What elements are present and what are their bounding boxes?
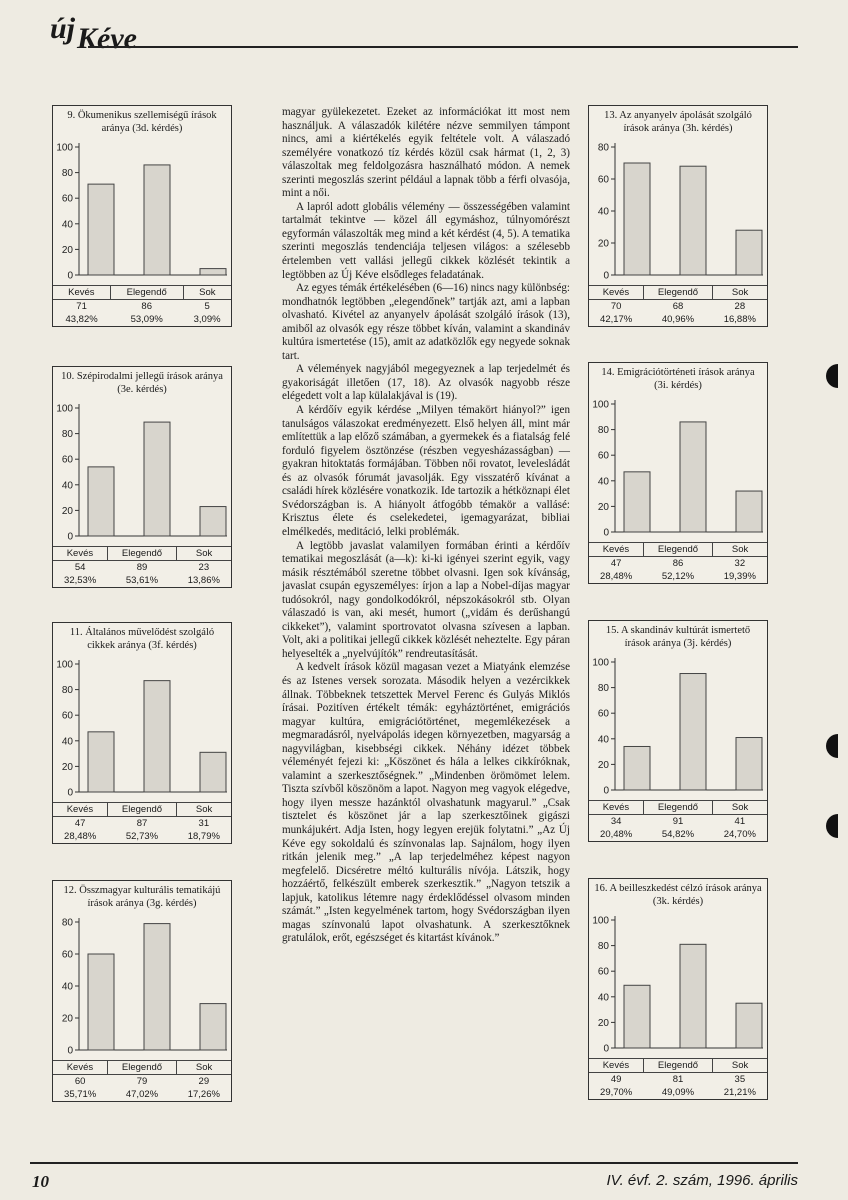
category-label: Elegendő xyxy=(107,547,176,561)
y-tick-label: 60 xyxy=(597,174,609,186)
chart-table-row xyxy=(53,561,231,575)
y-tick-label: 80 xyxy=(61,917,73,929)
y-tick-label: 60 xyxy=(597,450,609,462)
value-label: 87 xyxy=(107,817,176,831)
percent-label: 47,02% xyxy=(125,1089,159,1101)
percent-label: 52,12% xyxy=(661,571,695,583)
category-label: Sok xyxy=(713,801,767,815)
chart-table-row xyxy=(53,547,231,561)
bar-chart-plot xyxy=(589,908,767,1058)
category-label: Sok xyxy=(713,1059,767,1073)
y-tick-label: 80 xyxy=(61,685,73,697)
bar-elegend xyxy=(144,681,170,792)
percent-label: 28,48% xyxy=(64,831,97,843)
value-label: 28 xyxy=(713,300,767,314)
y-tick-label: 80 xyxy=(597,142,609,154)
value-label: 5 xyxy=(183,300,231,314)
bar-elegend xyxy=(144,924,170,1050)
y-tick-label: 20 xyxy=(597,1018,609,1030)
category-label: Kevés xyxy=(53,1061,107,1075)
footer-rule xyxy=(30,1162,798,1164)
bar-sok xyxy=(736,738,762,790)
value-label: 29 xyxy=(177,1075,231,1089)
percent-label: 17,26% xyxy=(187,1089,220,1101)
chart-table-row xyxy=(589,815,767,829)
value-label: 70 xyxy=(589,300,643,314)
category-label: Sok xyxy=(713,543,767,557)
category-label: Kevés xyxy=(589,801,643,815)
bar-elegend xyxy=(144,422,170,536)
category-label: Sok xyxy=(177,1061,231,1075)
chart-data-table xyxy=(589,542,767,583)
bar-elegend xyxy=(680,674,706,790)
y-tick-label: 20 xyxy=(61,1013,73,1025)
bar-elegend xyxy=(144,165,170,275)
y-tick-label: 60 xyxy=(61,193,73,205)
y-tick-label: 100 xyxy=(56,142,73,154)
bar-kevs xyxy=(88,467,114,536)
y-tick-label: 40 xyxy=(597,476,609,488)
article-text xyxy=(282,106,570,946)
percent-label: 52,73% xyxy=(125,831,159,843)
y-tick-label: 0 xyxy=(603,527,609,539)
y-tick-label: 0 xyxy=(67,270,73,282)
bar-chart-plot xyxy=(53,135,231,285)
article-paragraph: A kérdőív egyik kérdése „Milyen témakört hiányol?” igen tanulságos válaszokat eredményezett. Első helyen áll, mint már említettük a lap előző számában, a gyermekek és a fiatalság felé forduló figyelem ösztönzése (részben vegyesházasságban) — gyakran hitoktatás formájában. Többen női rovatot, levelesládát és az olvasók fórumát javasolják. Egy visszatérő kívánat a családi hírek közlésére vonatkozik. Ide tartozik a hétköznapi élet Svédországban is. A hiányolt átfogóbb témakör a vallásé: Krisztus élete és cselekedetei, igemagyarázat, bibliai elmélkedés, meditáció, lelki problémák. xyxy=(282,404,570,538)
chart-title: 14. Emigrációtörténeti írások aránya (3i. kérdés) xyxy=(601,367,755,392)
y-tick-label: 20 xyxy=(61,245,73,257)
value-label: 86 xyxy=(643,557,712,571)
bar-kevs xyxy=(88,954,114,1050)
binder-hole xyxy=(826,364,838,388)
category-label: Kevés xyxy=(53,803,107,817)
chart-table-row xyxy=(589,801,767,815)
value-label: 23 xyxy=(177,561,231,575)
y-tick-label: 80 xyxy=(597,941,609,953)
chart-data-table xyxy=(53,546,231,587)
chart-14 xyxy=(588,362,768,584)
y-tick-label: 40 xyxy=(597,992,609,1004)
article-paragraph: A legtöbb javaslat valamilyen formában érinti a kérdőív tematikai megoszlását (a—k): ki-ki igényei szerint egyik, vagy másik résztémából szeretne többet olvasni. Igen sok kívánság, javaslat csupán egyszemélyes: írjon a lap a Nobel-díjas magyar tudósokról, nagy gondolkodókról, népszokásokról stb. Olyan válaszadó is van, aki mesét, humort („vidám és derűshangú cikkeket”), valamint sportrovatot olvasna szívesen a lapban. Volt, aki a politikai jellegű cikkek közlését neheztelte. Egy páran helyeselték a „nyelvújítók” rendreutasítását. xyxy=(282,539,570,660)
value-label: 91 xyxy=(643,815,712,829)
article-paragraph: A lapról adott globális vélemény — összességében valamint tartalmát tekintve — közel áll egymáshoz, túlnyomórészt egyformán válaszolták meg mind a két kérdést (4, 5). A tematika szerinti megoszlás tendenciája teljesen világos: a szélesebb értelemben vett vallási jellegű cikkek közlését tekintik a legtöbben az Új Kéve elsődleges feladatának. xyxy=(282,200,570,281)
percent-label: 13,86% xyxy=(187,575,220,587)
y-tick-label: 100 xyxy=(56,403,73,415)
y-tick-label: 0 xyxy=(603,785,609,797)
chart-title: 11. Általános művelődést szolgáló cikkek aránya (3f. kérdés) xyxy=(69,627,215,652)
chart-title: 16. A beilleszkedést célzó írások aránya (3k. kérdés) xyxy=(594,883,762,908)
category-label: Sok xyxy=(713,286,767,300)
article-paragraph: magyar gyülekezetet. Ezeket az információkat itt most nem használjuk. A válaszadók kilétére nézve semmilyen támpont nincs, ami a kiértékelés egyik feltétele volt. A válaszadó személyére vonatkozó tíz kérdés közül csak hármat (1, 2, 3) válaszoltak meg feldolgozásra használható módon. A nemek szerinti megoszlás szerint például a lapnak több a férfi olvasója, mint a női. xyxy=(282,106,570,200)
bar-kevs xyxy=(624,747,650,791)
bar-sok xyxy=(736,230,762,275)
value-label: 41 xyxy=(713,815,767,829)
value-label: 35 xyxy=(713,1073,767,1087)
percent-label: 43,82% xyxy=(65,314,98,326)
percent-label: 21,21% xyxy=(723,1087,756,1099)
chart-table-row xyxy=(53,300,231,314)
bar-chart-plot xyxy=(589,392,767,542)
binder-hole xyxy=(826,814,838,838)
chart-table-row xyxy=(589,313,767,326)
y-tick-label: 100 xyxy=(592,915,609,927)
chart-table-row xyxy=(53,830,231,843)
value-label: 79 xyxy=(107,1075,176,1089)
y-tick-label: 20 xyxy=(597,502,609,514)
bar-elegend xyxy=(680,166,706,275)
chart-11 xyxy=(52,622,232,844)
chart-data-table xyxy=(589,1058,767,1099)
article-paragraph: A vélemények nagyjából megegyeznek a lap terjedelmét és gyakoriságát illetően (17, 18). Az olvasók nagyobb része elégedett volt a lap külalakjával is (19). xyxy=(282,363,570,403)
chart-table-row xyxy=(53,313,231,326)
bar-kevs xyxy=(624,986,650,1049)
chart-table-row xyxy=(53,817,231,831)
y-tick-label: 60 xyxy=(597,966,609,978)
bar-chart-plot xyxy=(589,650,767,800)
value-label: 32 xyxy=(713,557,767,571)
value-label: 89 xyxy=(107,561,176,575)
chart-table-row xyxy=(53,1088,231,1101)
chart-table-row xyxy=(589,300,767,314)
category-label: Sok xyxy=(177,803,231,817)
bar-sok xyxy=(736,1003,762,1048)
chart-table-row xyxy=(589,1073,767,1087)
category-label: Elegendő xyxy=(110,286,183,300)
percent-label: 49,09% xyxy=(661,1087,695,1099)
bar-kevs xyxy=(624,163,650,275)
category-label: Kevés xyxy=(53,547,107,561)
value-label: 86 xyxy=(110,300,183,314)
chart-data-table xyxy=(589,285,767,326)
percent-label: 54,82% xyxy=(661,829,695,841)
value-label: 71 xyxy=(53,300,110,314)
magazine-logo xyxy=(50,12,137,55)
value-label: 49 xyxy=(589,1073,643,1087)
percent-label: 24,70% xyxy=(723,829,756,841)
percent-label: 16,88% xyxy=(723,314,756,326)
logo-main-text: Kéve xyxy=(77,22,137,55)
issue-info: IV. évf. 2. szám, 1996. április xyxy=(606,1172,798,1189)
y-tick-label: 80 xyxy=(597,683,609,695)
bar-chart-plot xyxy=(53,396,231,546)
value-label: 54 xyxy=(53,561,107,575)
y-tick-label: 60 xyxy=(597,708,609,720)
y-tick-label: 20 xyxy=(597,238,609,250)
y-tick-label: 80 xyxy=(61,168,73,180)
chart-table-row xyxy=(589,1059,767,1073)
chart-table-row xyxy=(589,570,767,583)
y-tick-label: 40 xyxy=(61,736,73,748)
chart-data-table xyxy=(53,802,231,843)
percent-label: 53,61% xyxy=(125,575,159,587)
chart-title: 13. Az anyanyelv ápolását szolgáló írások aránya (3h. kérdés) xyxy=(604,110,752,135)
chart-13 xyxy=(588,105,768,327)
y-tick-label: 40 xyxy=(61,219,73,231)
chart-15 xyxy=(588,620,768,842)
percent-label: 18,79% xyxy=(187,831,220,843)
chart-data-table xyxy=(53,1060,231,1101)
bar-kevs xyxy=(88,732,114,792)
y-tick-label: 80 xyxy=(597,425,609,437)
y-tick-label: 0 xyxy=(67,787,73,799)
y-tick-label: 0 xyxy=(67,531,73,543)
category-label: Kevés xyxy=(589,543,643,557)
value-label: 47 xyxy=(53,817,107,831)
value-label: 34 xyxy=(589,815,643,829)
percent-label: 3,09% xyxy=(193,314,221,326)
y-tick-label: 20 xyxy=(597,760,609,772)
chart-table-row xyxy=(589,557,767,571)
bar-kevs xyxy=(88,184,114,275)
y-tick-label: 100 xyxy=(592,399,609,411)
bar-sok xyxy=(200,269,226,275)
bar-chart-plot xyxy=(589,135,767,285)
bar-sok xyxy=(736,491,762,532)
chart-table-row xyxy=(53,286,231,300)
header-rule xyxy=(88,46,798,48)
bar-elegend xyxy=(680,945,706,1049)
bar-elegend xyxy=(680,422,706,532)
value-label: 81 xyxy=(643,1073,712,1087)
y-tick-label: 40 xyxy=(597,734,609,746)
chart-data-table xyxy=(589,800,767,841)
y-tick-label: 100 xyxy=(592,657,609,669)
bar-chart-plot xyxy=(53,910,231,1060)
y-tick-label: 0 xyxy=(603,1043,609,1055)
chart-16 xyxy=(588,878,768,1100)
y-tick-label: 80 xyxy=(61,429,73,441)
bar-sok xyxy=(200,507,226,536)
category-label: Sok xyxy=(183,286,231,300)
category-label: Kevés xyxy=(53,286,110,300)
chart-table-row xyxy=(589,1086,767,1099)
chart-title: 12. Összmagyar kulturális tematikájú írások aránya (3g. kérdés) xyxy=(63,885,221,910)
chart-10 xyxy=(52,366,232,588)
chart-title: 9. Ökumenikus szellemiségű írások aránya (3d. kérdés) xyxy=(67,110,217,135)
chart-title: 15. A skandináv kultúrát ismertető írások aránya (3j. kérdés) xyxy=(605,625,751,650)
value-label: 68 xyxy=(643,300,712,314)
category-label: Elegendő xyxy=(107,803,176,817)
percent-label: 20,48% xyxy=(600,829,633,841)
y-tick-label: 0 xyxy=(67,1045,73,1057)
article-paragraph: Az egyes témák értékelésében (6—16) nincs nagy különbség: mondhatnók legtöbben „elegendőnek” tartják azt, ami a lapban olvasható. Kivétel az anyanyelv ápolását szolgáló írások (13), amiből az olvasók egy része többet kíván, valamint a skandináv kultúra ismertetése (15), amit az adatközlők egy negyede soknak tart. xyxy=(282,282,570,362)
article-paragraph: A kedvelt írások közül magasan vezet a Miatyánk elemzése és az Istenes versek sorozata. Második helyen a vezércikkek állnak. Többeknek tetszettek Mervel Ferenc és Gulyás Miklós írásai. Pozitíven értékelt témák: egyháztörténet, emigrációs magyar kultúra, emigrációtörténet, megemlékezések a megmaradásról, nyelvápolás idegen környezetben, magyarság a nagyvilágban, kisebbségi cikkek. Néhány idézet többek véleményét fejezi ki: „Köszönet és hála a lelkes cikkíróknak, valamint a szerkesztőségnek.” „Mindenben örömömet lelem. Tiszta szívből köszönöm a lapot. Nagyon meg vagyok elégedve, hogy ilyen messze hazánktól olvashatunk magyarul.” „Csak tisztelet és köszönet jár a lap szerkesztőinek gigászi munkájukért. Adja Isten, hogy legyen erejük folytatni.” „Az Új Kéve egy sokoldalú és színvonalas lap. Sajnálom, hogy ilyen ritkán jelenik meg.” „A lap terjedelméhez képest nagyon megfelelő. Dicséretre méltó kulturális nívója. Látszik, hogy hozzáértő, felkészült emberek szerkesztik.” „Nagyon tetszik a lapjuk, katolikus létemre nagy érdeklődéssel olvasom minden számát.” „Isten kegyelmének tartom, hogy Svédországban ilyen magas színvonalú lapot olvashatunk. A szerkesztőknek gratulálok, erőt, egészséget és kitartást kívánok.” xyxy=(282,661,570,945)
binder-hole xyxy=(826,734,838,758)
percent-label: 29,70% xyxy=(600,1087,633,1099)
chart-table-row xyxy=(53,1075,231,1089)
chart-table-row xyxy=(589,828,767,841)
y-tick-label: 0 xyxy=(603,270,609,282)
chart-title: 10. Szépirodalmi jellegű írások aránya (3e. kérdés) xyxy=(61,371,223,396)
chart-table-row xyxy=(589,286,767,300)
value-label: 47 xyxy=(589,557,643,571)
category-label: Elegendő xyxy=(643,286,712,300)
chart-12 xyxy=(52,880,232,1102)
percent-label: 42,17% xyxy=(600,314,633,326)
y-tick-label: 20 xyxy=(61,506,73,518)
percent-label: 32,53% xyxy=(64,575,97,587)
bar-chart-plot xyxy=(53,652,231,802)
percent-label: 53,09% xyxy=(130,314,163,326)
category-label: Kevés xyxy=(589,1059,643,1073)
y-tick-label: 40 xyxy=(61,981,73,993)
y-tick-label: 40 xyxy=(61,480,73,492)
category-label: Kevés xyxy=(589,286,643,300)
y-tick-label: 60 xyxy=(61,710,73,722)
category-label: Elegendő xyxy=(643,1059,712,1073)
bar-sok xyxy=(200,1004,226,1050)
y-tick-label: 20 xyxy=(61,762,73,774)
category-label: Sok xyxy=(177,547,231,561)
y-tick-label: 60 xyxy=(61,949,73,961)
y-tick-label: 100 xyxy=(56,659,73,671)
category-label: Elegendő xyxy=(107,1061,176,1075)
bar-sok xyxy=(200,753,226,793)
page-number: 10 xyxy=(32,1172,49,1191)
logo-small-text: új xyxy=(50,12,76,45)
percent-label: 19,39% xyxy=(723,571,756,583)
percent-label: 28,48% xyxy=(600,571,633,583)
y-tick-label: 60 xyxy=(61,454,73,466)
percent-label: 35,71% xyxy=(64,1089,97,1101)
chart-9 xyxy=(52,105,232,327)
y-tick-label: 40 xyxy=(597,206,609,218)
category-label: Elegendő xyxy=(643,543,712,557)
chart-table-row xyxy=(589,543,767,557)
chart-table-row xyxy=(53,803,231,817)
category-label: Elegendő xyxy=(643,801,712,815)
chart-data-table xyxy=(53,285,231,326)
value-label: 31 xyxy=(177,817,231,831)
chart-table-row xyxy=(53,574,231,587)
percent-label: 40,96% xyxy=(661,314,695,326)
bar-kevs xyxy=(624,472,650,532)
value-label: 60 xyxy=(53,1075,107,1089)
chart-table-row xyxy=(53,1061,231,1075)
